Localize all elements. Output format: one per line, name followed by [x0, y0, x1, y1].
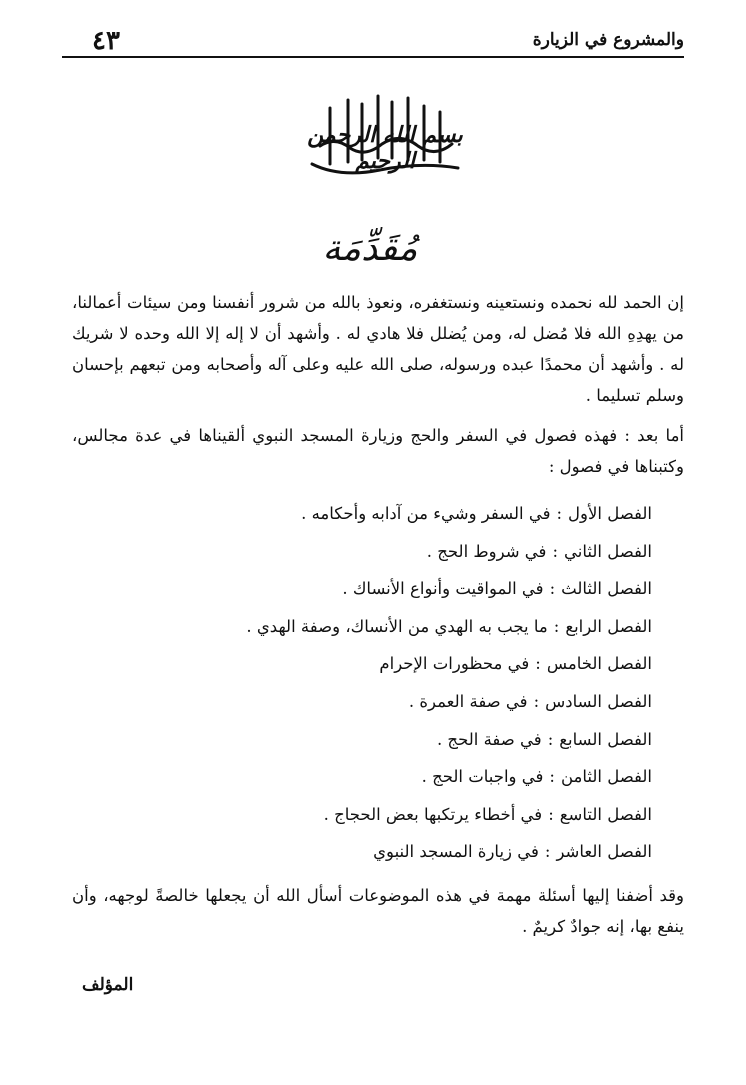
chapter-item — [90, 495, 652, 533]
chapter-separator: : — [552, 541, 559, 561]
chapter-separator: : — [544, 842, 551, 862]
purpose-paragraph: أما بعد : فهذه فصول في السفر والحج وزيارة المسجد النبوي ألقيناها في عدة مجالس، وكتبناها في فصول : — [72, 426, 684, 476]
chapter-item — [90, 721, 652, 759]
chapter-text: في شروط الحج . — [426, 541, 547, 561]
chapter-text: في صفة العمرة . — [408, 691, 528, 711]
basmala-text: بسم الله الرحمن الرحيم — [307, 122, 463, 174]
chapter-label: الفصل العاشر — [556, 842, 652, 862]
chapter-label: الفصل التاسع — [559, 804, 652, 824]
chapter-separator: : — [548, 804, 554, 824]
chapter-label: الفصل الرابع — [565, 616, 652, 636]
author-signature: المؤلف — [82, 975, 134, 995]
chapter-separator: : — [547, 729, 554, 749]
chapter-text: في صفة الحج . — [436, 729, 542, 749]
closing-paragraph: وقد أضفنا إليها أسئلة مهمة في هذه الموضوعات أسأل الله أن يجعلها خالصةً لوجهه، وأن ينفع بها، إنه جوادٌ كريمٌ . — [72, 886, 684, 936]
chapter-label: الفصل السادس — [545, 691, 652, 711]
chapter-item — [90, 533, 652, 571]
chapter-text: في واجبات الحج . — [421, 767, 544, 787]
chapter-text: في محظورات الإحرام — [379, 654, 530, 674]
chapter-item — [90, 796, 652, 834]
chapter-separator: : — [535, 654, 541, 674]
chapter-separator: : — [553, 616, 560, 636]
chapter-item — [90, 683, 652, 721]
intro-paragraph: إن الحمد لله نحمده ونستعينه ونستغفره، ونعوذ بالله من شرور أنفسنا ومن سيئات أعمالنا، من يهدِهِ الله فلا مُضل له، ومن يُضلل فلا هادي له . وأشهد أن لا إله إلا الله وحده لا شريك له . وأشهد أن محمدًا عبده ورسوله، صلى الله عليه وعلى آله وأصحابه ومن تبعهم بإحسان وسلم تسليما . — [72, 293, 684, 405]
chapter-separator: : — [549, 579, 556, 599]
chapter-text: ما يجب به الهدي من الأنساك، وصفة الهدي . — [246, 616, 548, 636]
page-title: مُقَدِّمَة — [322, 228, 418, 269]
page-number: ٤٣ — [92, 26, 120, 56]
chapter-label: الفصل الخامس — [546, 654, 652, 674]
chapter-item — [90, 570, 652, 608]
chapter-text: في أخطاء يرتكبها بعض الحجاج . — [323, 804, 543, 824]
chapter-label: الفصل الثامن — [560, 767, 652, 787]
chapter-item — [90, 608, 652, 646]
chapter-label: الفصل الثالث — [561, 579, 652, 599]
chapter-item — [90, 645, 652, 683]
chapter-text: في السفر وشيء من آدابه وأحكامه . — [301, 504, 551, 523]
chapter-item — [90, 833, 652, 871]
chapter-separator: : — [533, 691, 540, 711]
chapter-label: الفصل الأول — [568, 504, 652, 523]
chapter-label: الفصل الثاني — [564, 541, 652, 561]
running-title: والمشروع في الزيارة — [532, 30, 684, 50]
chapter-separator: : — [556, 504, 563, 523]
chapter-text: في المواقيت وأنواع الأنساك . — [342, 579, 544, 599]
chapter-separator: : — [549, 767, 555, 787]
chapter-list — [90, 495, 652, 871]
running-header — [62, 22, 684, 58]
basmala-calligraphy — [300, 86, 470, 186]
chapter-text: في زيارة المسجد النبوي — [373, 842, 539, 862]
chapter-label: الفصل السابع — [559, 729, 652, 749]
chapter-item — [90, 758, 652, 796]
